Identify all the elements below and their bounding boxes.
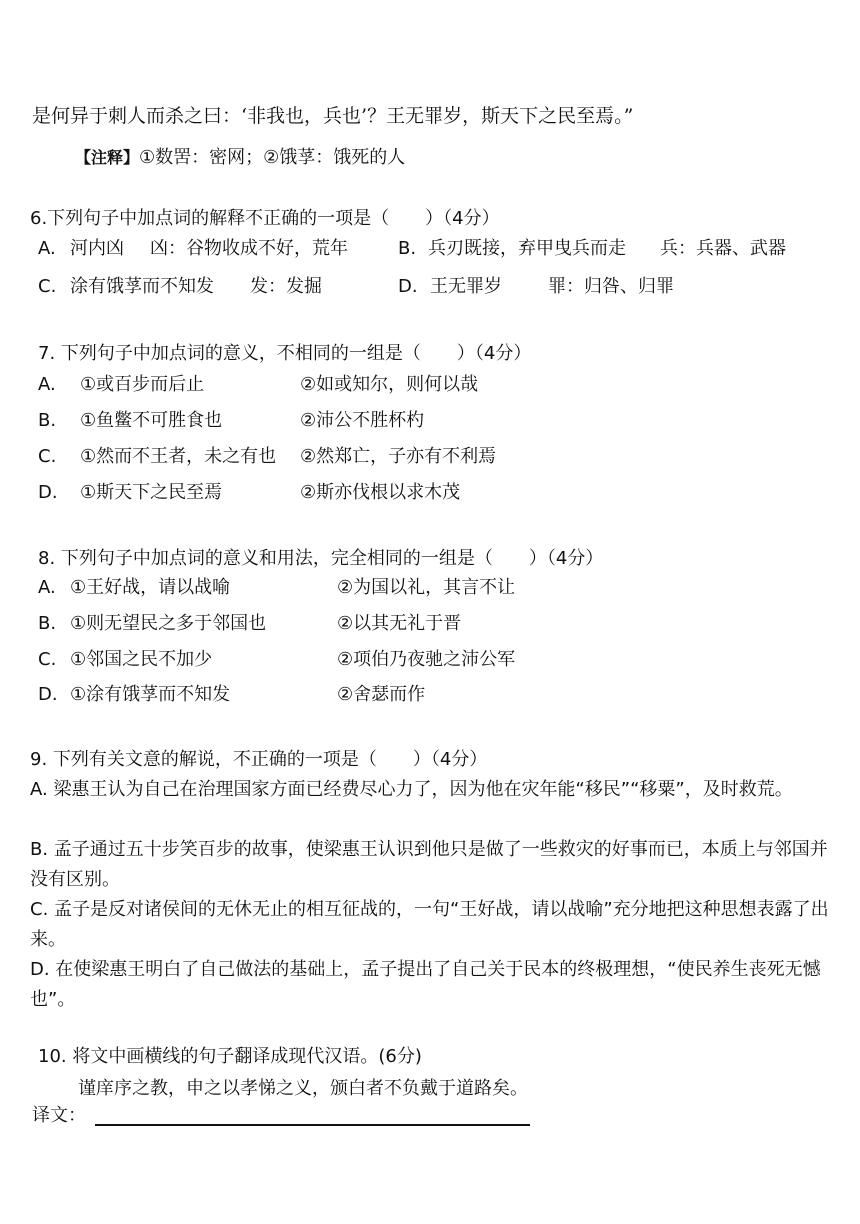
q9-option-a: A. 梁惠王认为自己在治理国家方面已经费尽心力了，因为他在灾年能“移民”“移粟”，及时救荒。 xyxy=(30,779,793,800)
q6-option-d-sentence: 王无罪岁 xyxy=(430,276,502,297)
q7-option-d-letter: D. xyxy=(38,482,58,503)
q7-option-a-letter: A. xyxy=(38,374,56,395)
q8-option-a-first: ①王好战，请以战喻 xyxy=(70,577,231,598)
note-label: 【注释】 xyxy=(75,148,140,167)
answer-label: 译文： xyxy=(32,1105,86,1126)
q6-stem: 6.下列句子中加点词的解释不正确的一项是（ ）（4分） xyxy=(30,208,500,229)
q6-option-d-gloss: 罪：归咎、归罪 xyxy=(548,276,674,297)
q10-sentence: 谨庠序之教，申之以孝悌之义，颁白者不负戴于道路矣。 xyxy=(78,1078,528,1099)
q9-option-c: C. 孟子是反对诸侯间的无休无止的相互征战的，一句“王好战，请以战喻”充分地把这种思想表露了出来。 xyxy=(30,899,829,950)
q8-option-d-second: ②舍瑟而作 xyxy=(337,684,426,705)
q7-option-c-second: ②然郑亡，子亦有不利焉 xyxy=(300,446,497,467)
q6-option-b-letter: B. xyxy=(398,238,417,259)
q6-option-b-sentence: 兵刃既接，弃甲曳兵而走 xyxy=(428,238,626,259)
q7-option-b-letter: B. xyxy=(38,410,57,431)
q7-option-b-first: ①鱼鳖不可胜食也 xyxy=(80,410,223,431)
q6-option-a-sentence: 河内凶 xyxy=(70,238,124,259)
q6-option-c-sentence: 涂有饿莩而不知发 xyxy=(70,276,214,297)
q9-option-d: D. 在使梁惠王明白了自己做法的基础上，孟子提出了自己关于民本的终极理想，“使民养生丧死无憾也”。 xyxy=(30,959,821,1010)
q6-option-a-gloss: 凶：谷物收成不好，荒年 xyxy=(150,238,348,259)
q8-option-b-letter: B. xyxy=(38,613,57,634)
q7-option-d-second: ②斯亦伐根以求木茂 xyxy=(300,482,461,503)
q8-option-a-letter: A. xyxy=(38,577,56,598)
q7-option-a-second: ②如或知尔，则何以哉 xyxy=(300,374,479,395)
q8-option-a-second: ②为国以礼，其言不让 xyxy=(337,577,516,598)
q7-option-d-first: ①斯天下之民至焉 xyxy=(80,482,223,503)
q7-option-c-first: ①然而不王者，未之有也 xyxy=(80,446,277,467)
q8-option-b-second: ②以其无礼于晋 xyxy=(337,613,462,634)
q8-option-c-second: ②项伯乃夜驰之沛公军 xyxy=(337,649,516,670)
q9-option-b: B. 孟子通过五十步笑百步的故事，使梁惠王认识到他只是做了一些救灾的好事而已，本质上与邻国并没有区别。 xyxy=(30,839,828,890)
q6-option-d-letter: D. xyxy=(398,276,418,297)
q6-option-b-gloss: 兵：兵器、武器 xyxy=(660,238,786,259)
q6-option-a-letter: A. xyxy=(38,238,56,259)
q7-option-b-second: ②沛公不胜杯杓 xyxy=(300,410,425,431)
q6-option-c-letter: C. xyxy=(38,276,57,297)
annotation-note xyxy=(75,146,405,170)
q8-option-c-letter: C. xyxy=(38,649,57,670)
answer-blank-line[interactable] xyxy=(95,1124,530,1126)
q7-option-c-letter: C. xyxy=(38,446,57,467)
q7-stem: 7. 下列句子中加点词的意义，不相同的一组是（ ）（4分） xyxy=(38,343,532,364)
q8-option-b-first: ①则无望民之多于邻国也 xyxy=(70,613,267,634)
q8-stem: 8. 下列句子中加点词的意义和用法，完全相同的一组是（ ）（4分） xyxy=(38,548,604,569)
q8-option-c-first: ①邻国之民不加少 xyxy=(70,649,213,670)
q9-stem: 9. 下列有关文意的解说，不正确的一项是（ ）（4分） xyxy=(30,749,488,770)
q6-option-c-gloss: 发：发掘 xyxy=(250,276,322,297)
q7-option-a-first: ①或百步而后止 xyxy=(80,374,205,395)
q8-option-d-letter: D. xyxy=(38,684,58,705)
q8-option-d-first: ①涂有饿莩而不知发 xyxy=(70,684,231,705)
passage-last-line: 是何异于刺人而杀之曰：‘非我也，兵也’？王无罪岁，斯天下之民至焉。” xyxy=(32,105,634,127)
q10-stem: 10. 将文中画横线的句子翻译成现代汉语。(6分) xyxy=(38,1046,422,1067)
note-text: ①数罟：密网；②饿莩：饿死的人 xyxy=(139,147,406,168)
